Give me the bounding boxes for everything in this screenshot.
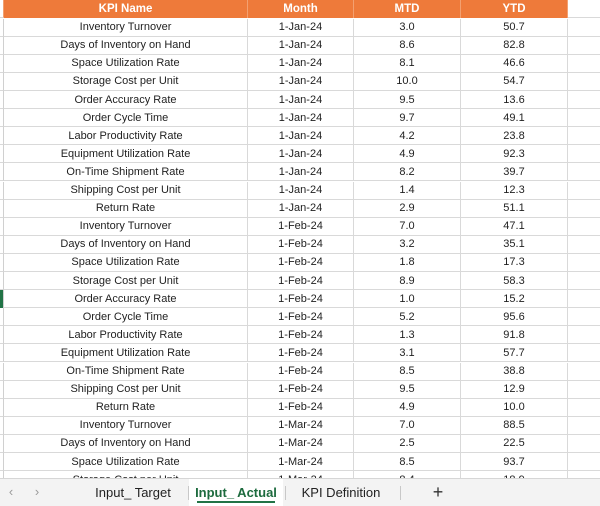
data-ytd-cell[interactable]: 82.8 [461, 37, 568, 55]
data-month-cell[interactable]: 1-Jan-24 [248, 19, 354, 37]
table-row [0, 19, 600, 37]
empty-cell[interactable] [568, 399, 600, 417]
data-mtd-cell[interactable]: 8.9 [354, 272, 461, 290]
data-ytd-cell[interactable]: 12.3 [461, 182, 568, 200]
data-kpi-name-cell[interactable]: Labor Productivity Rate [4, 326, 248, 344]
tab-scroll-left-icon[interactable]: ‹ [8, 484, 14, 499]
tab-scroll-right-icon[interactable]: › [34, 484, 40, 499]
data-mtd-cell[interactable]: 4.2 [354, 127, 461, 145]
data-kpi-name-cell[interactable]: Storage Cost per Unit [4, 272, 248, 290]
data-ytd-cell[interactable]: 15.2 [461, 290, 568, 308]
empty-cell[interactable] [568, 417, 600, 435]
data-month-cell[interactable]: 1-Jan-24 [248, 145, 354, 163]
tab-kpi-definition[interactable]: KPI Definition [301, 485, 381, 500]
empty-cell[interactable] [568, 254, 600, 272]
data-ytd-cell[interactable]: 22.5 [461, 435, 568, 453]
data-mtd-cell[interactable]: 1.0 [354, 290, 461, 308]
empty-cell[interactable] [568, 236, 600, 254]
data-ytd-cell[interactable]: 39.7 [461, 163, 568, 181]
data-kpi-name-cell[interactable]: Inventory Turnover [4, 218, 248, 236]
empty-cell[interactable] [568, 73, 600, 91]
data-ytd-cell[interactable]: 91.8 [461, 326, 568, 344]
data-mtd-cell[interactable]: 3.0 [354, 19, 461, 37]
empty-cell[interactable] [568, 163, 600, 181]
data-mtd-cell[interactable]: 9.5 [354, 381, 461, 399]
table-row [0, 435, 600, 453]
empty-cell[interactable] [568, 344, 600, 362]
header-row [0, 0, 600, 18]
data-ytd-cell[interactable]: 92.3 [461, 145, 568, 163]
data-mtd-cell[interactable]: 2.9 [354, 200, 461, 218]
data-ytd-cell[interactable]: 10.0 [461, 399, 568, 417]
data-mtd-cell[interactable]: 4.9 [354, 399, 461, 417]
empty-cell[interactable] [568, 182, 600, 200]
table-row [0, 344, 600, 362]
data-kpi-name-cell[interactable]: Space Utilization Rate [4, 254, 248, 272]
table-row [0, 417, 600, 435]
data-kpi-name-cell[interactable]: Days of Inventory on Hand [4, 236, 248, 254]
data-month-cell[interactable]: 1-Jan-24 [248, 109, 354, 127]
header-kpi-name[interactable]: KPI Name [4, 0, 248, 18]
empty-cell[interactable] [568, 435, 600, 453]
data-kpi-name-cell[interactable]: Shipping Cost per Unit [4, 182, 248, 200]
data-month-cell[interactable]: 1-Jan-24 [248, 55, 354, 73]
add-sheet-button[interactable]: + [432, 482, 444, 502]
data-ytd-cell[interactable]: 23.8 [461, 127, 568, 145]
table-row [0, 73, 600, 91]
data-ytd-cell[interactable]: 54.7 [461, 73, 568, 91]
data-ytd-cell[interactable]: 47.1 [461, 218, 568, 236]
data-month-cell[interactable]: 1-Jan-24 [248, 73, 354, 91]
tab-input-target[interactable]: Input_ Target [95, 485, 171, 500]
data-mtd-cell[interactable]: 1.3 [354, 326, 461, 344]
data-ytd-cell[interactable]: 58.3 [461, 272, 568, 290]
data-kpi-name-cell[interactable]: Equipment Utilization Rate [4, 145, 248, 163]
table-row [0, 127, 600, 145]
data-kpi-name-cell[interactable]: Storage Cost per Unit [4, 73, 248, 91]
tab-input-actual[interactable]: Input_ Actual [189, 479, 283, 506]
data-ytd-cell[interactable]: 35.1 [461, 236, 568, 254]
table-row [0, 91, 600, 109]
data-mtd-cell[interactable]: 5.2 [354, 308, 461, 326]
empty-cell[interactable] [568, 55, 600, 73]
data-kpi-name-cell[interactable]: Days of Inventory on Hand [4, 37, 248, 55]
data-ytd-cell[interactable]: 57.7 [461, 344, 568, 362]
data-ytd-cell[interactable]: 50.7 [461, 19, 568, 37]
data-kpi-name-cell[interactable]: Order Cycle Time [4, 109, 248, 127]
data-mtd-cell[interactable]: 3.1 [354, 344, 461, 362]
table-row [0, 37, 600, 55]
data-mtd-cell[interactable]: 9.5 [354, 91, 461, 109]
table-row [0, 163, 600, 181]
data-month-cell[interactable]: 1-Jan-24 [248, 91, 354, 109]
data-kpi-name-cell[interactable]: Return Rate [4, 200, 248, 218]
empty-cell[interactable] [568, 453, 600, 471]
empty-cell[interactable] [568, 326, 600, 344]
empty-cell[interactable] [568, 272, 600, 290]
empty-cell[interactable] [568, 200, 600, 218]
sheet-tab-bar [0, 478, 600, 506]
data-kpi-name-cell[interactable]: Inventory Turnover [4, 19, 248, 37]
data-ytd-cell[interactable]: 17.3 [461, 254, 568, 272]
data-kpi-name-cell[interactable]: Shipping Cost per Unit [4, 381, 248, 399]
data-month-cell[interactable]: 1-Feb-24 [248, 344, 354, 362]
data-month-cell[interactable]: 1-Jan-24 [248, 182, 354, 200]
data-ytd-cell[interactable]: 38.8 [461, 363, 568, 381]
data-month-cell[interactable]: 1-Jan-24 [248, 127, 354, 145]
table-row [0, 308, 600, 326]
table-row [0, 236, 600, 254]
table-row [0, 182, 600, 200]
data-month-cell[interactable]: 1-Feb-24 [248, 399, 354, 417]
empty-cell[interactable] [568, 308, 600, 326]
data-mtd-cell[interactable]: 4.9 [354, 145, 461, 163]
data-ytd-cell[interactable]: 46.6 [461, 55, 568, 73]
data-month-cell[interactable]: 1-Jan-24 [248, 200, 354, 218]
data-mtd-cell[interactable]: 8.5 [354, 363, 461, 381]
tab-separator [285, 486, 286, 500]
table-row [0, 200, 600, 218]
data-ytd-cell[interactable]: 12.9 [461, 381, 568, 399]
table-row [0, 326, 600, 344]
data-month-cell[interactable]: 1-Mar-24 [248, 453, 354, 471]
table-row [0, 218, 600, 236]
data-month-cell[interactable]: 1-Feb-24 [248, 290, 354, 308]
empty-cell[interactable] [568, 381, 600, 399]
tab-separator [400, 486, 401, 500]
empty-cell[interactable] [568, 0, 600, 18]
data-month-cell[interactable]: 1-Feb-24 [248, 272, 354, 290]
data-kpi-name-cell[interactable]: Days of Inventory on Hand [4, 435, 248, 453]
table-row [0, 55, 600, 73]
data-mtd-cell[interactable]: 2.5 [354, 435, 461, 453]
data-month-cell[interactable]: 1-Feb-24 [248, 326, 354, 344]
data-ytd-cell[interactable]: 95.6 [461, 308, 568, 326]
data-ytd-cell[interactable]: 51.1 [461, 200, 568, 218]
data-kpi-name-cell[interactable]: On-Time Shipment Rate [4, 163, 248, 181]
data-kpi-name-cell[interactable]: Space Utilization Rate [4, 453, 248, 471]
table-row [0, 272, 600, 290]
data-mtd-cell[interactable]: 3.2 [354, 236, 461, 254]
data-mtd-cell[interactable]: 10.0 [354, 73, 461, 91]
empty-cell[interactable] [568, 290, 600, 308]
empty-cell[interactable] [568, 218, 600, 236]
data-month-cell[interactable]: 1-Feb-24 [248, 218, 354, 236]
table-row [0, 109, 600, 127]
data-mtd-cell[interactable]: 7.0 [354, 417, 461, 435]
selected-row-marker [0, 290, 3, 308]
data-month-cell[interactable]: 1-Feb-24 [248, 381, 354, 399]
header-ytd[interactable]: YTD [461, 0, 568, 18]
data-mtd-cell[interactable]: 8.5 [354, 453, 461, 471]
data-kpi-name-cell[interactable]: Labor Productivity Rate [4, 127, 248, 145]
header-mtd[interactable]: MTD [354, 0, 461, 18]
table-row [0, 399, 600, 417]
empty-cell[interactable] [568, 363, 600, 381]
data-month-cell[interactable]: 1-Jan-24 [248, 163, 354, 181]
data-ytd-cell[interactable]: 88.5 [461, 417, 568, 435]
data-kpi-name-cell[interactable]: Space Utilization Rate [4, 55, 248, 73]
data-kpi-name-cell[interactable]: Order Accuracy Rate [4, 91, 248, 109]
empty-cell[interactable] [568, 145, 600, 163]
table-row [0, 453, 600, 471]
table-row [0, 254, 600, 272]
empty-cell[interactable] [568, 127, 600, 145]
data-month-cell[interactable]: 1-Mar-24 [248, 417, 354, 435]
table-row [0, 363, 600, 381]
data-ytd-cell[interactable]: 49.1 [461, 109, 568, 127]
data-ytd-cell[interactable]: 93.7 [461, 453, 568, 471]
empty-cell[interactable] [568, 109, 600, 127]
data-month-cell[interactable]: 1-Feb-24 [248, 308, 354, 326]
data-mtd-cell[interactable]: 9.7 [354, 109, 461, 127]
empty-cell[interactable] [568, 91, 600, 109]
table-row [0, 381, 600, 399]
data-mtd-cell[interactable]: 8.6 [354, 37, 461, 55]
empty-cell[interactable] [568, 37, 600, 55]
header-month[interactable]: Month [248, 0, 354, 18]
data-kpi-name-cell[interactable]: Inventory Turnover [4, 417, 248, 435]
data-mtd-cell[interactable]: 7.0 [354, 218, 461, 236]
data-kpi-name-cell[interactable]: On-Time Shipment Rate [4, 363, 248, 381]
data-kpi-name-cell[interactable]: Order Accuracy Rate [4, 290, 248, 308]
table-row [0, 145, 600, 163]
data-month-cell[interactable]: 1-Feb-24 [248, 236, 354, 254]
empty-cell[interactable] [568, 19, 600, 37]
data-mtd-cell[interactable]: 1.8 [354, 254, 461, 272]
data-month-cell[interactable]: 1-Jan-24 [248, 37, 354, 55]
data-mtd-cell[interactable]: 1.4 [354, 182, 461, 200]
data-month-cell[interactable]: 1-Mar-24 [248, 435, 354, 453]
table-row [0, 290, 600, 308]
data-mtd-cell[interactable]: 8.2 [354, 163, 461, 181]
data-kpi-name-cell[interactable]: Return Rate [4, 399, 248, 417]
data-ytd-cell[interactable]: 13.6 [461, 91, 568, 109]
data-month-cell[interactable]: 1-Feb-24 [248, 254, 354, 272]
data-month-cell[interactable]: 1-Feb-24 [248, 363, 354, 381]
data-mtd-cell[interactable]: 8.1 [354, 55, 461, 73]
data-kpi-name-cell[interactable]: Equipment Utilization Rate [4, 344, 248, 362]
data-kpi-name-cell[interactable]: Order Cycle Time [4, 308, 248, 326]
